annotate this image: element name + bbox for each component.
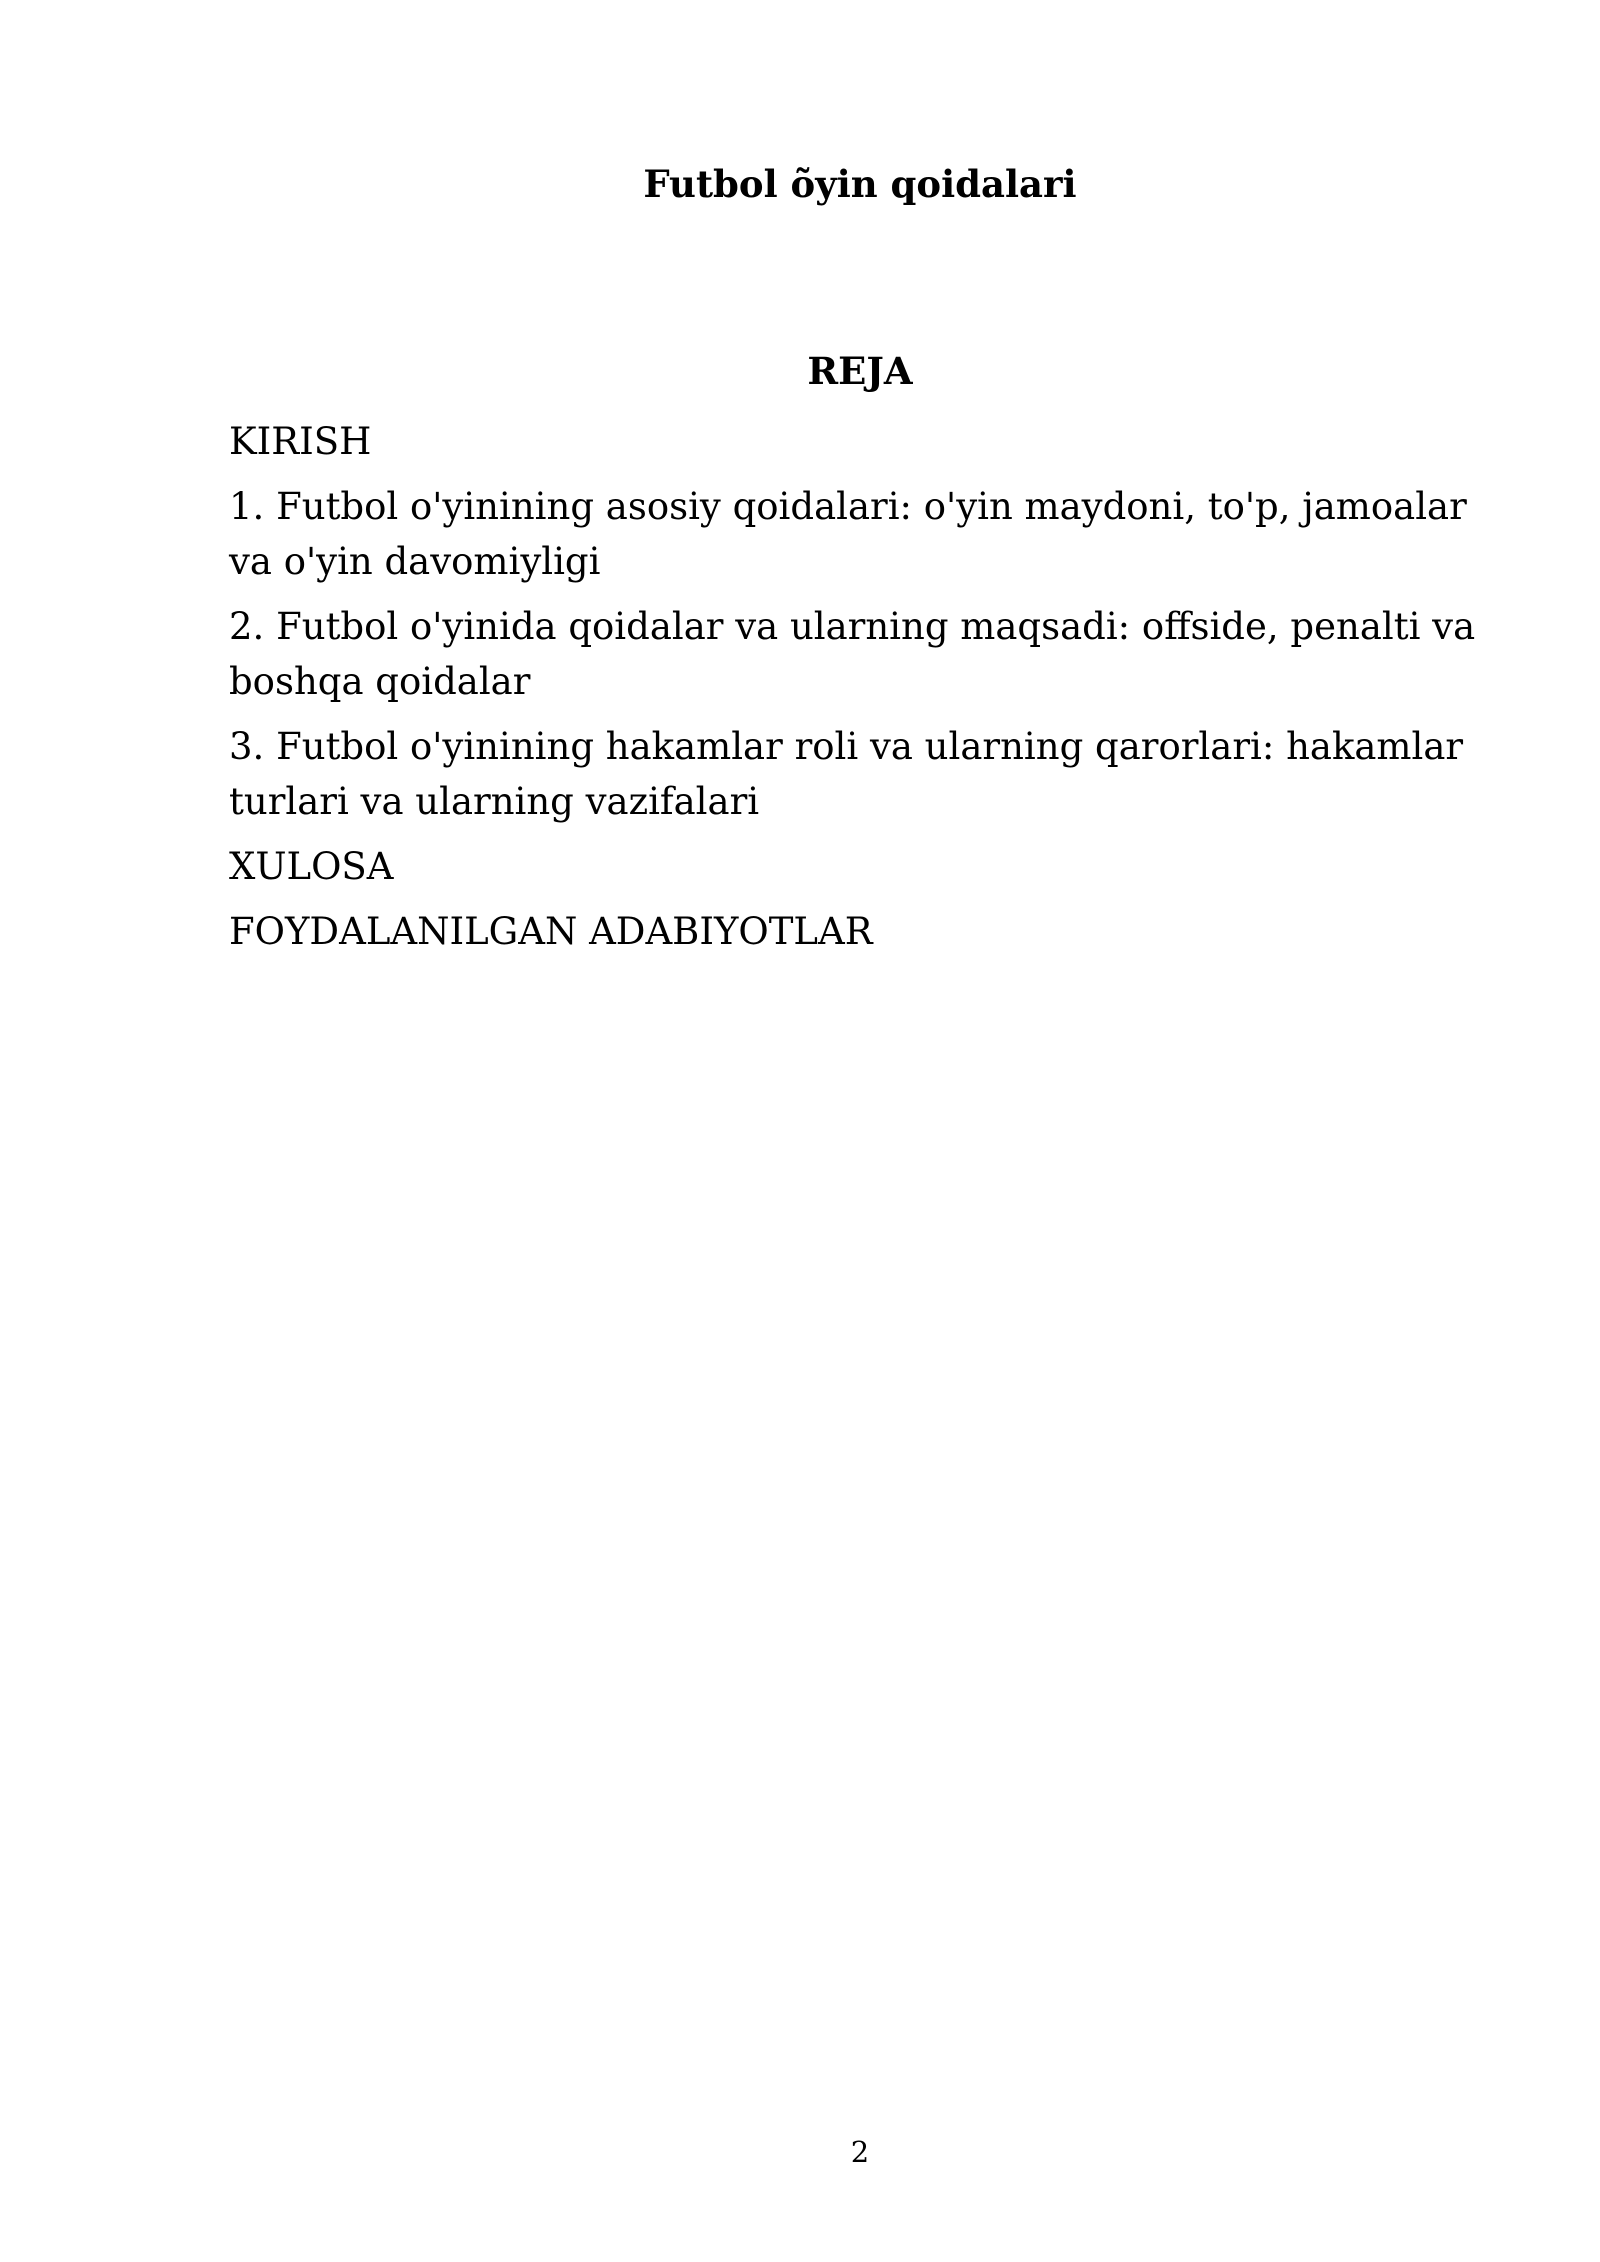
plan-heading: REJA xyxy=(807,349,913,393)
table-of-contents xyxy=(229,414,1499,969)
document-title: Futbol õyin qoidalari xyxy=(643,162,1077,206)
toc-item-section-3: 3. Futbol o'yinining hakamlar roli va ularning qarorlari: hakamlar turlari va ularning vazifalari xyxy=(229,725,1464,823)
toc-item-introduction: KIRISH xyxy=(229,420,372,463)
toc-item-section-1: 1. Futbol o'yinining asosiy qoidalari: o'yin maydoni, to'p, jamoalar va o'yin davomiyligi xyxy=(229,485,1467,583)
toc-item-conclusion: XULOSA xyxy=(229,845,394,888)
page-number: 2 xyxy=(850,2135,870,2169)
toc-item-references: FOYDALANILGAN ADABIYOTLAR xyxy=(229,910,873,953)
toc-item-section-2: 2. Futbol o'yinida qoidalar va ularning maqsadi: offside, penalti va boshqa qoidalar xyxy=(229,605,1476,703)
